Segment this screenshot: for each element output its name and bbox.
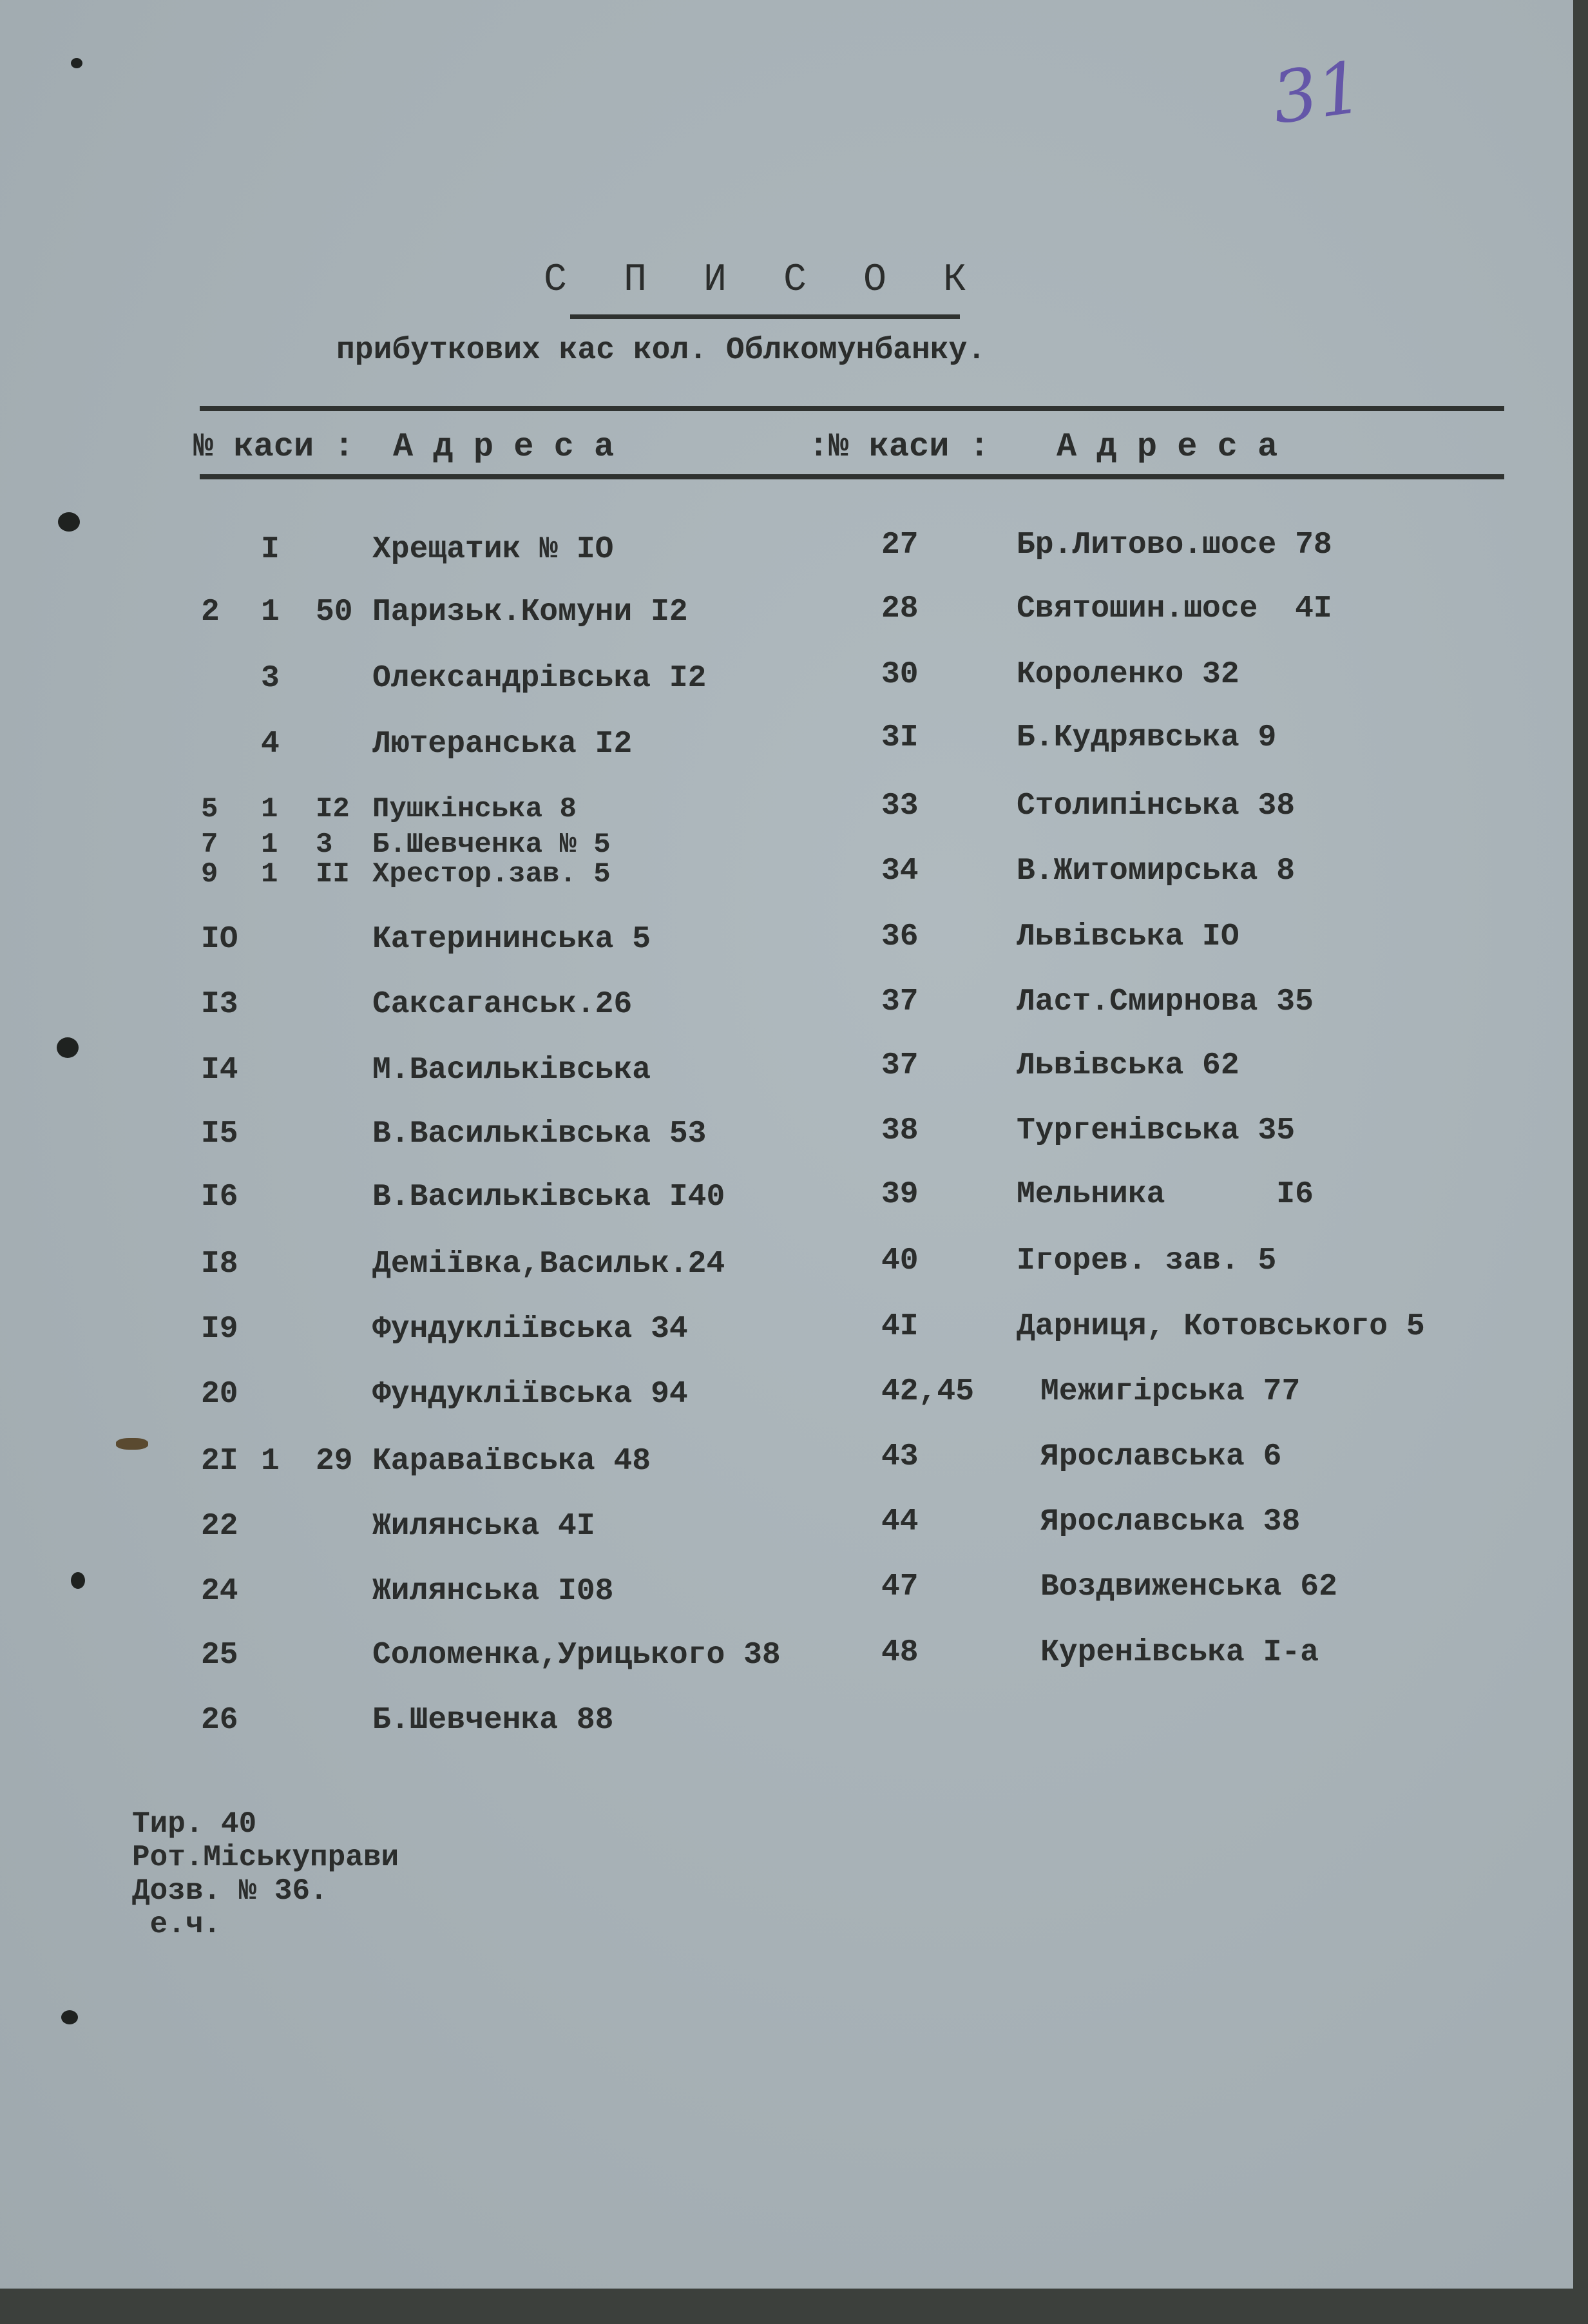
cash-desk-number: 2I [201,1444,238,1479]
cash-desk-subnumber: 1 [261,858,278,890]
cash-desk-number: 4I [881,1309,919,1344]
footer-line: Дозв. № 36. [132,1874,328,1908]
cash-desk-number: 7 [201,829,218,861]
cash-desk-subnumber: 4 [261,727,280,762]
cash-desk-number: 30 [881,657,919,692]
cash-desk-subnumber: 3 [261,661,280,696]
cash-desk-address: Столипінська 38 [1017,789,1296,823]
cash-desk-address: Саксаганськ.26 [372,987,633,1022]
title-underline [570,314,960,319]
cash-desk-subnumber: 1 [261,595,280,629]
table-top-rule [200,406,1504,411]
cash-desk-number: 38 [881,1113,919,1148]
stain-mark [116,1438,148,1450]
header-right-number: :№ каси : [808,428,990,466]
cash-desk-number: 26 [201,1703,238,1738]
cash-desk-address: Б.Шевченка № 5 [372,829,611,861]
cash-desk-number: 48 [881,1635,919,1670]
cash-desk-number: 27 [881,528,919,562]
cash-desk-subnumber: 1 [261,1444,280,1479]
cash-desk-address: Фундуклiївська 94 [372,1377,688,1412]
cash-desk-subnumber-2: 50 [316,595,353,629]
cash-desk-number: 3I [881,720,919,755]
header-left-number: № кaси : [193,428,354,466]
punch-hole-mark [71,1572,85,1589]
cash-desk-number: 25 [201,1638,238,1673]
cash-desk-number: 40 [881,1244,919,1278]
cash-desk-number: 39 [881,1177,919,1212]
cash-desk-address: Лютеранська I2 [372,727,633,762]
cash-desk-number: 33 [881,789,919,823]
footer-line: е.ч. [132,1908,222,1941]
cash-desk-address: Хрестор.зав. 5 [372,858,611,890]
punch-hole-mark [57,1037,79,1058]
cash-desk-number: I3 [201,987,238,1022]
cash-desk-number: 24 [201,1574,238,1609]
cash-desk-number: I9 [201,1312,238,1347]
punch-hole-mark [61,2010,78,2024]
cash-desk-address: Пушкінська 8 [372,793,577,825]
cash-desk-number: 5 [201,793,218,825]
cash-desk-address: Олександрівська I2 [372,661,707,696]
cash-desk-address: Святошин.шосе 4I [1017,591,1332,626]
cash-desk-address: Катерининська 5 [372,922,651,957]
cash-desk-number: 22 [201,1509,238,1544]
cash-desk-subnumber-2: 29 [316,1444,353,1479]
document-title: С П И С О К [543,258,984,302]
cash-desk-address: Соломенка,Урицького 38 [372,1638,781,1673]
cash-desk-address: Ігорев. зав. 5 [1017,1244,1277,1278]
cash-desk-address: М.Васильківська [372,1053,651,1088]
cash-desk-address: Тургенівська 35 [1017,1113,1296,1148]
cash-desk-address: Паризьк.Комуни I2 [372,595,688,629]
cash-desk-address: Короленко 32 [1017,657,1239,692]
cash-desk-address: Львівська IO [1017,919,1239,954]
cash-desk-address: Жилянська 4I [372,1509,595,1544]
document-subtitle: прибуткових кас кол. Облкомунбанку. [336,333,986,368]
handwritten-page-number: 31 [1267,45,1368,140]
cash-desk-subnumber: 1 [261,829,278,861]
cash-desk-address: Ласт.Смирнова 35 [1017,984,1314,1019]
cash-desk-number: I5 [201,1117,238,1151]
cash-desk-subnumber-2: II [316,858,350,890]
cash-desk-address: Куренівська I-а [1040,1635,1319,1670]
header-left-address: А д р е с а [393,428,615,466]
cash-desk-address: В.Васильківська I40 [372,1180,725,1215]
cash-desk-address: В.Васильківська 53 [372,1117,707,1151]
cash-desk-address: Фундуклiївська 34 [372,1312,688,1347]
cash-desk-address: Бр.Литово.шосе 78 [1017,528,1332,562]
footer-line: Тир. 40 [132,1807,257,1841]
cash-desk-address: Ярославська 6 [1040,1439,1282,1474]
cash-desk-address: В.Житомирська 8 [1017,854,1296,888]
cash-desk-number: 9 [201,858,218,890]
table-header-rule [200,474,1504,479]
cash-desk-address: Хрещатик № IO [372,532,614,567]
cash-desk-address: Ярославська 38 [1040,1504,1301,1539]
cash-desk-number: IO [201,922,238,957]
punch-hole-mark [58,512,80,532]
cash-desk-number: I6 [201,1180,238,1215]
cash-desk-address: Мельника I6 [1017,1177,1314,1212]
cash-desk-address: Б.Шевченка 88 [372,1703,614,1738]
cash-desk-number: I8 [201,1247,238,1282]
cash-desk-number: 42,45 [881,1374,975,1409]
punch-hole-mark [71,58,82,68]
cash-desk-address: Караваївська 48 [372,1444,651,1479]
cash-desk-subnumber: 1 [261,793,278,825]
cash-desk-subnumber-2: I2 [316,793,350,825]
footer-line: Рот.Міськуправи [132,1841,399,1874]
cash-desk-number: 44 [881,1504,919,1539]
cash-desk-address: Воздвиженська 62 [1040,1570,1337,1604]
cash-desk-number: 28 [881,591,919,626]
cash-desk-address: Дарниця, Котовського 5 [1017,1309,1425,1344]
cash-desk-number: 34 [881,854,919,888]
cash-desk-number: 43 [881,1439,919,1474]
cash-desk-address: Межигірська 77 [1040,1374,1301,1409]
cash-desk-number: 37 [881,984,919,1019]
cash-desk-number: 47 [881,1570,919,1604]
cash-desk-number: 20 [201,1377,238,1412]
cash-desk-number: 37 [881,1048,919,1083]
cash-desk-number: 36 [881,919,919,954]
cash-desk-address: Деміївка,Васильк.24 [372,1247,725,1282]
header-right-address: А д р е с а [1057,428,1278,466]
cash-desk-subnumber-2: 3 [316,829,333,861]
cash-desk-address: Львівська 62 [1017,1048,1239,1083]
cash-desk-number: 2 [201,595,220,629]
cash-desk-subnumber: I [261,532,280,567]
cash-desk-address: Б.Кудрявська 9 [1017,720,1277,755]
cash-desk-address: Жилянська I08 [372,1574,614,1609]
cash-desk-number: I4 [201,1053,238,1088]
